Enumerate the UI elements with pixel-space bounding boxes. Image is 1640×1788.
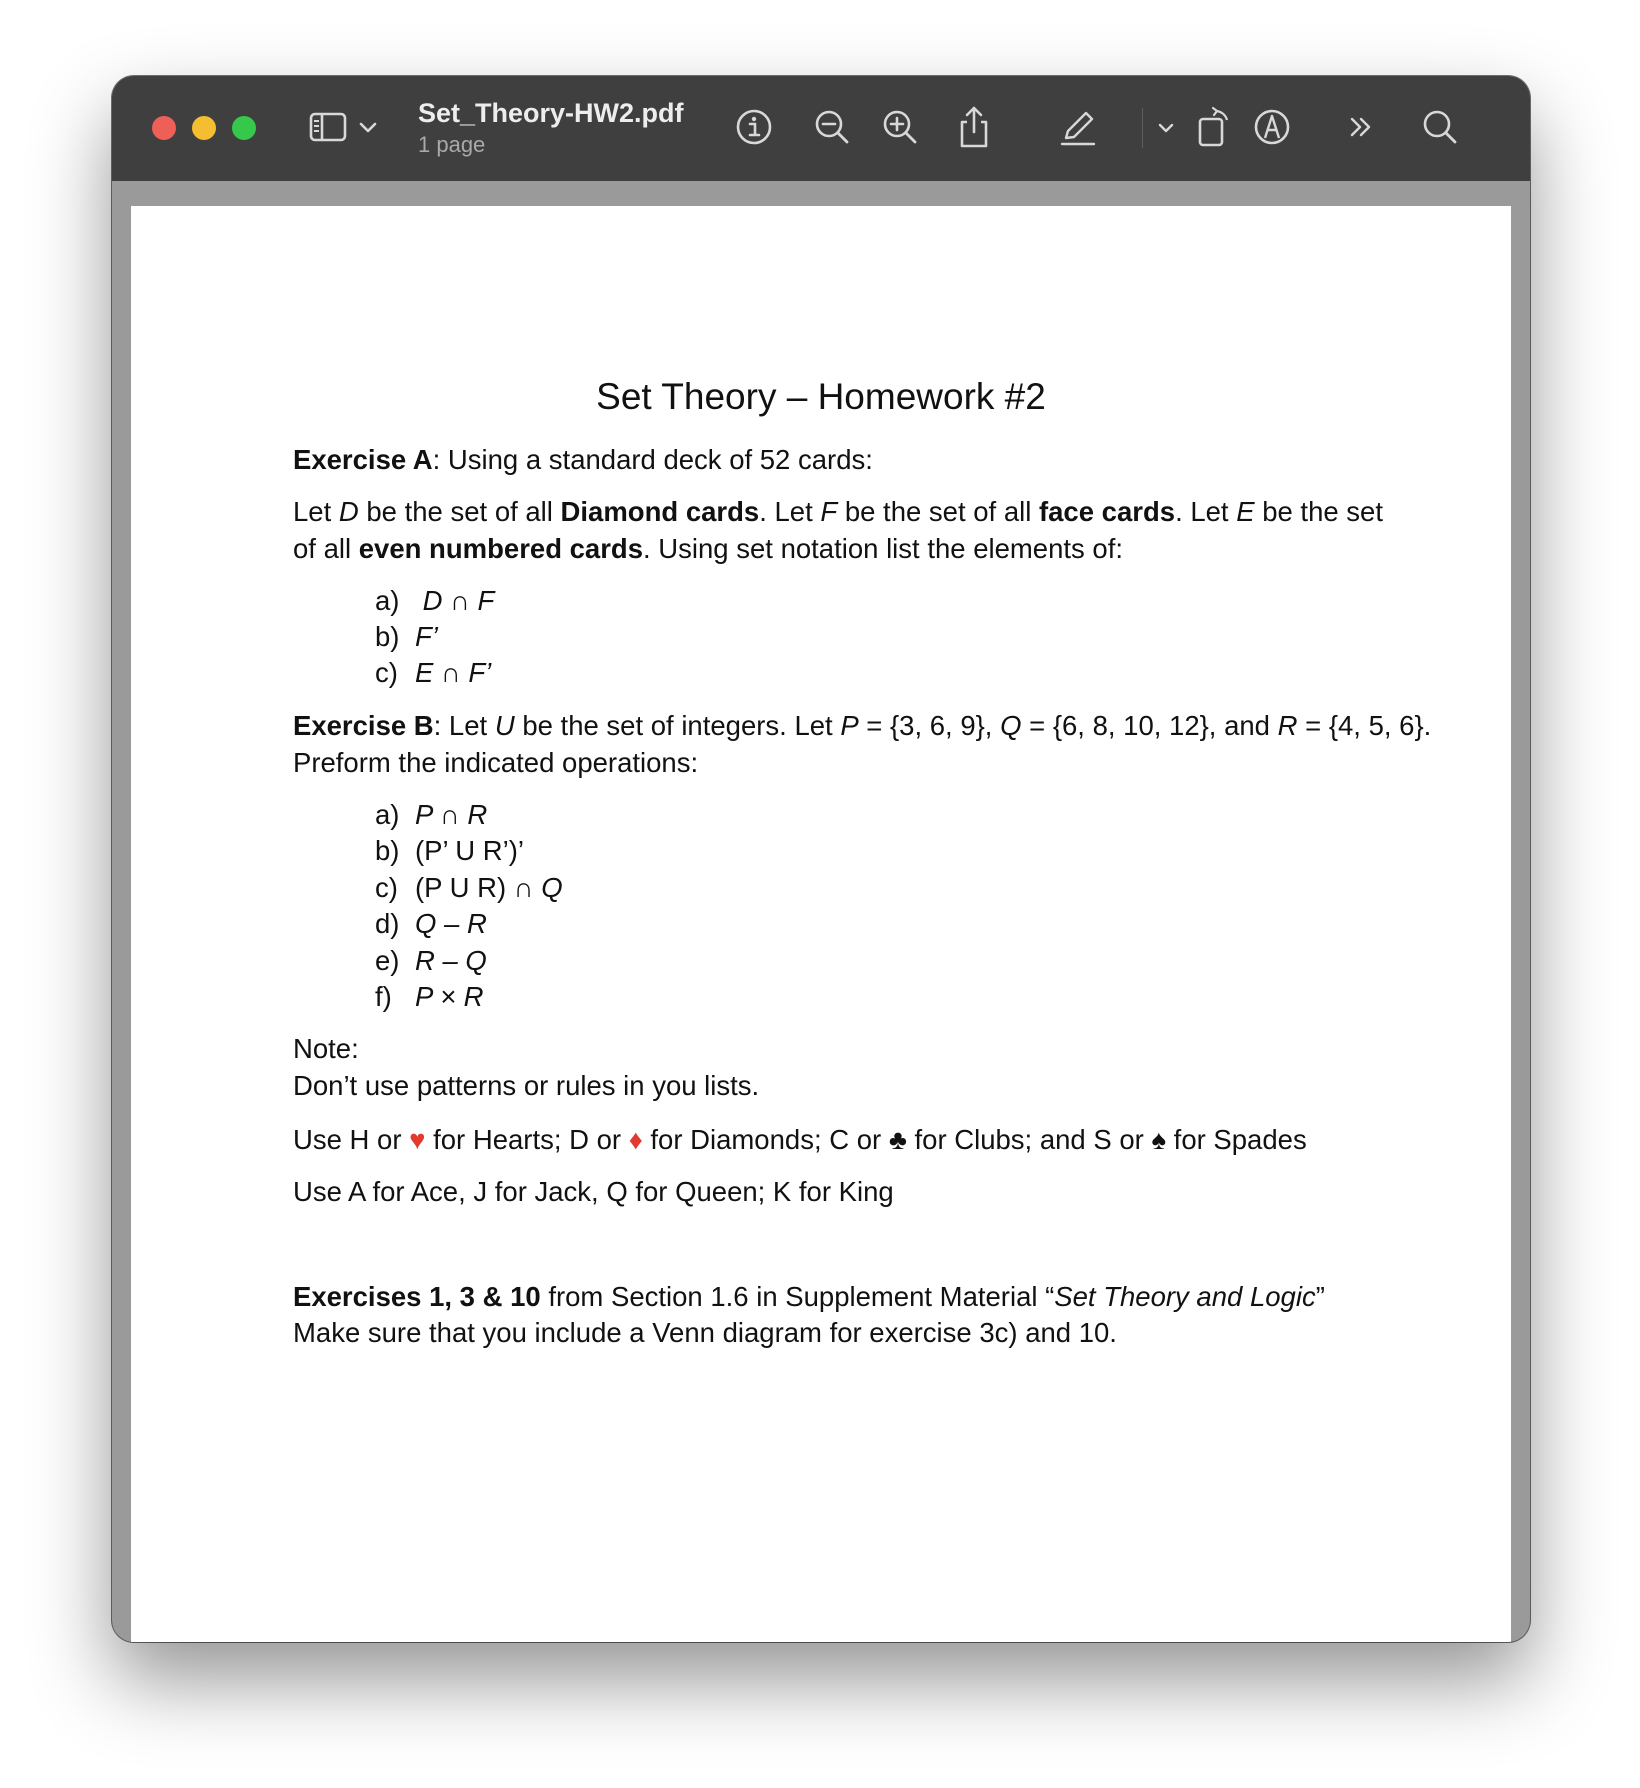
note-line3: Use A for Ace, J for Jack, Q for Queen; K for King — [293, 1176, 894, 1207]
list-item: f) P × R — [375, 981, 484, 1012]
exercise-b-paragraph-line1: Exercise B: Let U be the set of integers. Let P = {3, 6, 9}, Q = {6, 8, 10, 12}, and R = {4, 5, 6}. — [293, 710, 1432, 741]
club-icon: ♣ — [888, 1124, 907, 1155]
chevron-down-icon[interactable] — [1156, 102, 1176, 152]
info-icon[interactable] — [734, 102, 774, 152]
window-title: Set_Theory-HW2.pdf — [418, 98, 684, 128]
preview-window — [112, 76, 1530, 1642]
exercises-assignment-line1: Exercises 1, 3 & 10 from Section 1.6 in Supplement Material “Set Theory and Logic” — [293, 1281, 1325, 1312]
toolbar-separator — [1142, 108, 1143, 148]
exercise-a-heading: Exercise A — [293, 444, 433, 475]
pdf-page — [131, 206, 1511, 1642]
exercise-a-intro: Exercise A: Using a standard deck of 52 cards: — [293, 444, 873, 475]
diamond-icon: ♦ — [628, 1124, 643, 1155]
list-item: a) P ∩ R — [375, 799, 488, 830]
list-item: b) (P’ U R’)’ — [375, 835, 524, 866]
list-item: e) R – Q — [375, 945, 487, 976]
list-item: c) E ∩ F’ — [375, 657, 492, 688]
minimize-button[interactable] — [192, 116, 216, 140]
list-item: c) (P U R) ∩ Q — [375, 872, 563, 903]
search-icon[interactable] — [1420, 102, 1460, 152]
note-line1: Don’t use patterns or rules in you lists. — [293, 1070, 760, 1101]
exercise-b-heading: Exercise B — [293, 710, 434, 741]
page-title: Set Theory – Homework #2 — [596, 376, 1046, 417]
zoom-button[interactable] — [232, 116, 256, 140]
list-item: d) Q – R — [375, 908, 487, 939]
annotate-icon[interactable] — [1252, 102, 1292, 152]
list-item: b) F’ — [375, 621, 438, 652]
note-heading: Note: — [293, 1033, 359, 1064]
exercise-b-paragraph-line2: Preform the indicated operations: — [293, 747, 699, 778]
exercise-a-paragraph-line2: of all even numbered cards. Using set notation list the elements of: — [293, 533, 1123, 564]
exercise-a-paragraph-line1: Let D be the set of all Diamond cards. Let F be the set of all face cards. Let E be the set — [293, 496, 1383, 527]
share-icon[interactable] — [956, 102, 992, 152]
note-line2: Use H or ♥ for Hearts; D or ♦ for Diamonds; C or ♣ for Clubs; and S or ♠ for Spades — [293, 1124, 1307, 1155]
heart-icon: ♥ — [409, 1124, 426, 1155]
zoom-in-icon[interactable] — [880, 102, 920, 152]
close-button[interactable] — [152, 116, 176, 140]
spade-icon: ♠ — [1151, 1124, 1167, 1155]
chevron-down-icon[interactable] — [358, 102, 378, 152]
sidebar-icon[interactable] — [308, 102, 348, 152]
zoom-out-icon[interactable] — [812, 102, 852, 152]
rotate-icon[interactable] — [1194, 102, 1234, 152]
more-icon[interactable] — [1346, 102, 1376, 152]
titlebar — [112, 76, 1530, 181]
exercises-assignment-line2: Make sure that you include a Venn diagram for exercise 3c) and 10. — [293, 1317, 1117, 1348]
list-item: a) D ∩ F — [375, 585, 495, 616]
page-count: 1 page — [418, 132, 486, 157]
markup-pen-icon[interactable] — [1058, 102, 1098, 152]
